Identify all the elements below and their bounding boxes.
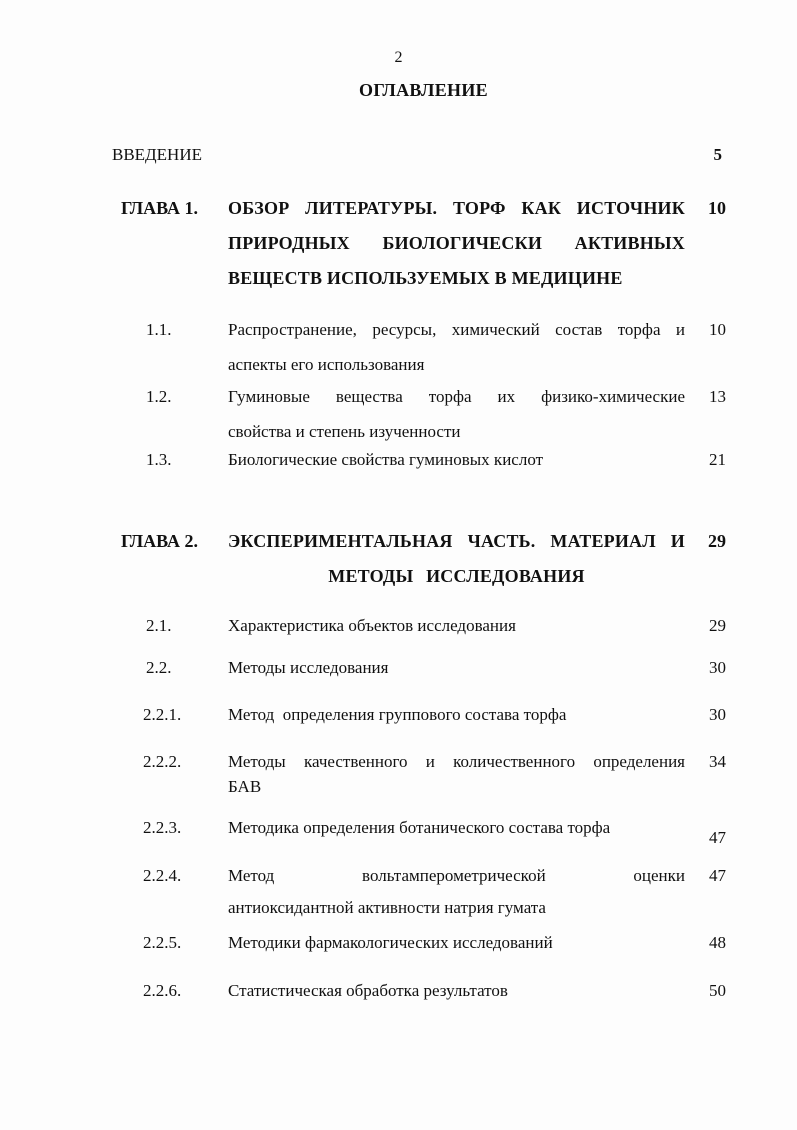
entry-title [228,744,685,804]
entry-title-line: Гуминовые вещества торфа их физико-химические [228,387,685,406]
entry-title-line: Биологические свойства гуминовых кислот [228,450,544,469]
toc-entry-chapter-2[interactable] [121,524,726,594]
entry-label: 2.2.2. [143,752,182,771]
entry-label: 1.1. [146,320,172,339]
entry-title-line: ПРИРОДНЫХ БИОЛОГИЧЕСКИ АКТИВНЫХ [228,233,685,253]
entry-page: 30 [709,705,726,724]
entry-title [228,973,685,1008]
entry-page: 29 [708,531,726,551]
toc-entry-2-2-1[interactable] [143,697,726,732]
toc-entry-2-2-4[interactable] [143,858,726,928]
entry-title-line: БАВ [228,777,262,796]
toc-entry-2-2-6[interactable] [143,973,726,1008]
entry-page: 29 [709,616,726,635]
toc-entry-chapter-1[interactable] [121,191,726,296]
toc-entry-2-2[interactable] [146,650,726,685]
entry-title [228,442,685,477]
entry-title [228,312,685,382]
entry-title [228,650,685,685]
entry-title-line: Методы исследования [228,658,389,677]
entry-page: 10 [709,320,726,339]
entry-page: 10 [708,198,726,218]
toc-entry-1-1[interactable] [146,312,726,382]
entry-title-line: ОБЗОР ЛИТЕРАТУРЫ. ТОРФ КАК ИСТОЧНИК [228,198,685,218]
entry-title [228,608,685,643]
entry-page: 21 [709,450,726,469]
entry-label: 2.2. [146,658,172,677]
entry-label: 2.2.5. [143,933,182,952]
entry-title-line: Метод вольтамперометрической оценки [228,866,685,885]
entry-title [228,810,685,845]
entry-title-line: Методы качественного и количественного определения [228,752,685,771]
entry-title-line: МЕТОДЫ ИССЛЕДОВАНИЯ [328,566,585,586]
toc-title: ОГЛАВЛЕНИЕ [359,80,488,100]
entry-title [228,697,685,732]
entry-title-line: Методика определения ботанического состава торфа [228,818,611,837]
entry-title [228,925,685,960]
entry-label: ГЛАВА 2. [121,531,199,551]
entry-title-line: аспекты его использования [228,355,425,374]
entry-page: 47 [709,866,726,885]
toc-entry-1-2[interactable] [146,379,726,449]
entry-title [228,524,685,594]
entry-title-line: антиоксидантной активности натрия гумата [228,898,546,917]
entry-title-line: ВЕЩЕСТВ ИСПОЛЬЗУЕМЫХ В МЕДИЦИНЕ [228,268,623,288]
entry-label: 2.1. [146,616,172,635]
toc-entry-2-2-3[interactable] [143,810,726,850]
entry-title-line: свойства и степень изученности [228,422,461,441]
entry-title-line: ЭКСПЕРИМЕНТАЛЬНАЯ ЧАСТЬ. МАТЕРИАЛ И [228,531,685,551]
entry-label: 1.2. [146,387,172,406]
entry-page: 47 [709,828,726,847]
toc-entry-2-2-5[interactable] [143,925,726,960]
entry-title-line: Распространение, ресурсы, химический состав торфа и [228,320,685,339]
entry-label: ВВЕДЕНИЕ [112,145,202,164]
toc-entry-1-3[interactable] [146,442,726,477]
entry-label: 2.2.6. [143,981,182,1000]
entry-title [228,191,685,296]
entry-page: 5 [713,145,722,164]
entry-label: 2.2.4. [143,866,182,885]
entry-title-line: Статистическая обработка результатов [228,981,508,1000]
entry-label: 2.2.3. [143,818,182,837]
toc-entry-2-2-2[interactable] [143,744,726,814]
entry-page: 30 [709,658,726,677]
entry-title-line: Метод определения группового состава торфа [228,705,567,724]
entry-page: 50 [709,981,726,1000]
entry-title-line: Характеристика объектов исследования [228,616,516,635]
entry-title [228,379,685,449]
toc-entry-intro[interactable] [112,137,722,172]
entry-page: 13 [709,387,726,406]
entry-label: ГЛАВА 1. [121,198,199,218]
entry-page: 34 [709,752,726,771]
toc-entry-2-1[interactable] [146,608,726,643]
page-number: 2 [394,49,403,66]
entry-page: 48 [709,933,726,952]
entry-label: 1.3. [146,450,172,469]
entry-label: 2.2.1. [143,705,182,724]
entry-title-line: Методики фармакологических исследований [228,933,553,952]
entry-title [228,858,685,925]
